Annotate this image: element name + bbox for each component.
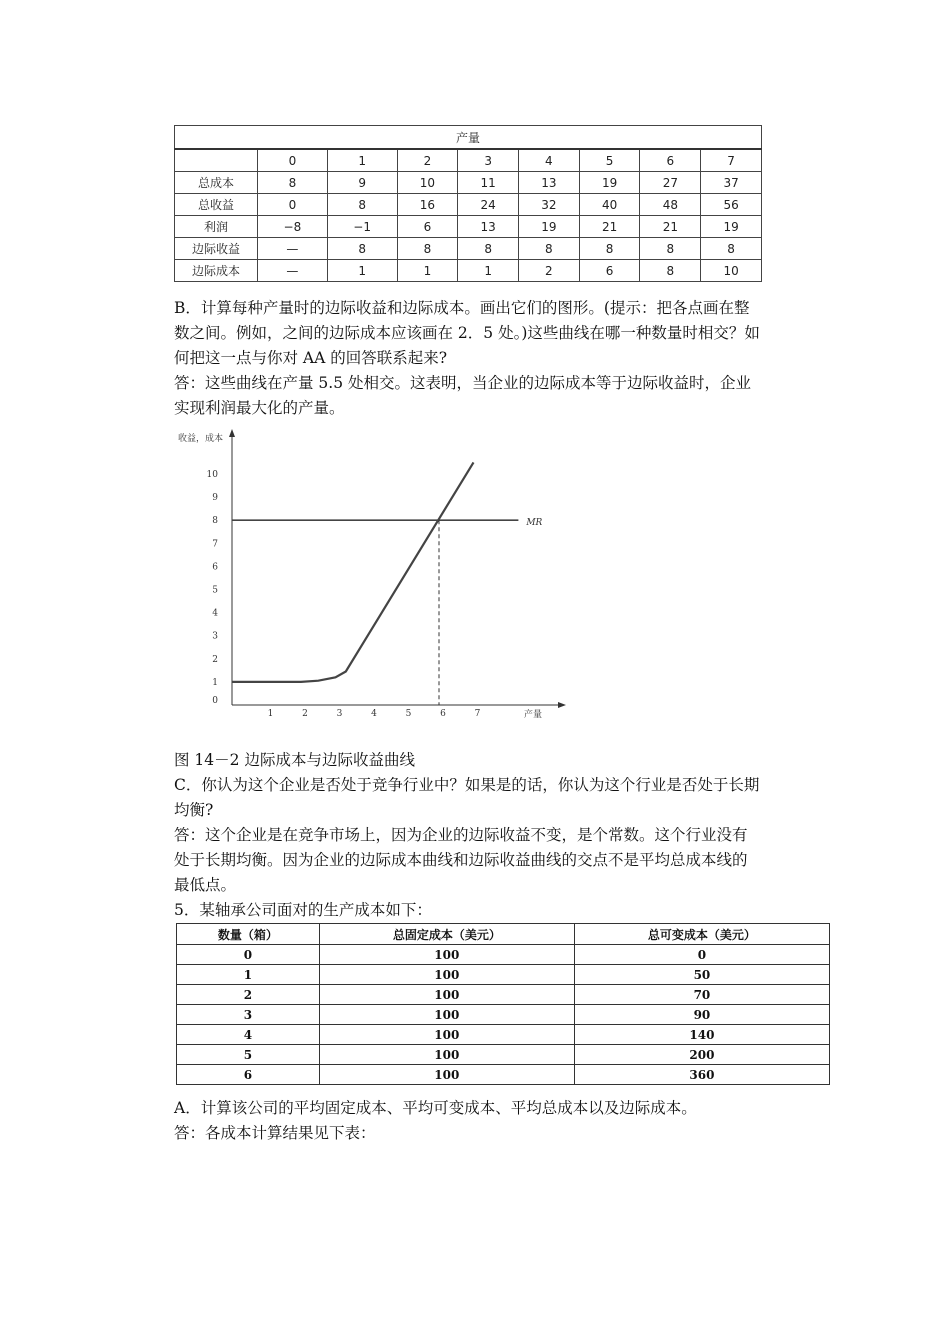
column-header: 6 [640, 149, 701, 172]
column-header: 总固定成本（美元） [319, 924, 574, 945]
table-cell: 19 [701, 216, 762, 238]
y-tick-label: 9 [212, 493, 218, 504]
table-cell: 6 [397, 216, 458, 238]
table-corner-cell [175, 149, 258, 172]
table-cell: 100 [319, 1005, 574, 1025]
question-c-block [174, 748, 814, 923]
y-tick-label: 6 [212, 562, 218, 573]
table-cell: 50 [574, 965, 829, 985]
y-tick-label: 2 [212, 654, 218, 665]
table-row [177, 1045, 830, 1065]
table-cell: 48 [640, 194, 701, 216]
table-group-header: 产量 [175, 126, 762, 150]
table-cell: 6 [579, 260, 640, 282]
table-row [177, 1065, 830, 1085]
table-cell: 100 [319, 985, 574, 1005]
table-cell: 90 [574, 1005, 829, 1025]
series-label-mr: MR [526, 518, 543, 529]
table-cell: 1 [458, 260, 519, 282]
question-b-block [174, 296, 814, 421]
y-tick-label: 10 [206, 470, 218, 480]
column-header: 0 [258, 149, 328, 172]
table-row [175, 238, 762, 260]
table-cell: 100 [319, 1045, 574, 1065]
table-row [175, 216, 762, 238]
row-label: 利润 [175, 216, 258, 238]
y-tick-label: 3 [212, 631, 218, 642]
answer-c-line: 处于长期均衡。因为企业的边际成本曲线和边际收益曲线的交点不是平均总成本线的 [174, 851, 748, 869]
y-tick-label: 4 [212, 608, 218, 619]
y-tick-label: 8 [212, 516, 218, 527]
mc-mr-chart [174, 425, 574, 725]
x-tick-label: 1 [267, 709, 274, 719]
y-tick-label: 0 [212, 696, 218, 706]
question-a-block [174, 1096, 814, 1146]
table-cell: 24 [458, 194, 519, 216]
cost-table [176, 923, 830, 1085]
table-cell: 21 [579, 216, 640, 238]
y-tick-label: 1 [212, 677, 218, 688]
table-row [177, 965, 830, 985]
column-header: 1 [327, 149, 397, 172]
column-header: 5 [579, 149, 640, 172]
table-row [177, 985, 830, 1005]
table-row [175, 172, 762, 194]
column-header: 总可变成本（美元） [574, 924, 829, 945]
table-cell: — [258, 260, 328, 282]
question-5: 5．某轴承公司面对的生产成本如下： [174, 901, 432, 919]
table-cell: 100 [319, 1025, 574, 1045]
row-label: 总收益 [175, 194, 258, 216]
table-cell: 0 [574, 945, 829, 965]
x-tick-label: 3 [336, 709, 343, 719]
table-row [177, 1005, 830, 1025]
answer-b-line: 实现利润最大化的产量。 [174, 399, 345, 417]
row-label: 边际成本 [175, 260, 258, 282]
table-cell: 1 [327, 260, 397, 282]
table-cell: 8 [701, 238, 762, 260]
table-cell: 37 [701, 172, 762, 194]
table-group-header-row [175, 126, 762, 150]
table-cell: 19 [519, 216, 580, 238]
x-tick-label: 5 [405, 709, 412, 719]
table-cell: 10 [701, 260, 762, 282]
table-cell: 1 [397, 260, 458, 282]
question-b-line: 数之间。例如，之间的边际成本应该画在 2．5 处。)这些曲线在哪一种数量时相交？如 [174, 324, 760, 342]
table-cell: 19 [579, 172, 640, 194]
table-cell: 4 [177, 1025, 320, 1045]
table-cell: 200 [574, 1045, 829, 1065]
table-cell: 8 [640, 260, 701, 282]
table-cell: 5 [177, 1045, 320, 1065]
table-cell: 40 [579, 194, 640, 216]
y-axis-arrow [229, 429, 235, 437]
figure-caption: 图 14－2 边际成本与边际收益曲线 [174, 751, 415, 769]
y-tick-label: 7 [212, 539, 218, 550]
table-cell: 8 [640, 238, 701, 260]
table-cell: 70 [574, 985, 829, 1005]
table-cell: 100 [319, 945, 574, 965]
table-cell: 16 [397, 194, 458, 216]
y-tick-label: 5 [212, 585, 218, 596]
x-tick-label: 6 [440, 709, 446, 719]
output-table [174, 125, 762, 282]
table-cell: 2 [177, 985, 320, 1005]
table-cell: 8 [327, 238, 397, 260]
x-axis-arrow [558, 702, 566, 708]
table-cell: 100 [319, 965, 574, 985]
column-header: 7 [701, 149, 762, 172]
table-row [175, 194, 762, 216]
row-label: 总成本 [175, 172, 258, 194]
y-axis-label: 收益，成本 [178, 434, 224, 444]
column-header: 3 [458, 149, 519, 172]
table-cell: −8 [258, 216, 328, 238]
table-row [177, 945, 830, 965]
table-cell: 0 [258, 194, 328, 216]
table-cell: 8 [579, 238, 640, 260]
x-axis-label: 产量 [524, 710, 543, 720]
series-line-mc [232, 462, 474, 682]
table-cell: 9 [327, 172, 397, 194]
table-cell: 8 [519, 238, 580, 260]
table-cell: 21 [640, 216, 701, 238]
table-cell: 11 [458, 172, 519, 194]
table-cell: 8 [258, 172, 328, 194]
table-cell: 360 [574, 1065, 829, 1085]
table-cell: −1 [327, 216, 397, 238]
table-cell: 27 [640, 172, 701, 194]
table-header-row [177, 924, 830, 945]
table-cell: 6 [177, 1065, 320, 1085]
answer-a-line: 答：各成本计算结果见下表： [174, 1124, 376, 1142]
answer-c-line: 答：这个企业是在竞争市场上，因为企业的边际收益不变，是个常数。这个行业没有 [174, 826, 748, 844]
table-cell: 3 [177, 1005, 320, 1025]
table-column-header-row [175, 149, 762, 172]
question-a-line: A．计算该公司的平均固定成本、平均可变成本、平均总成本以及边际成本。 [174, 1099, 697, 1117]
x-tick-label: 7 [474, 709, 481, 719]
table-cell: 0 [177, 945, 320, 965]
question-b-line: 何把这一点与你对 AA 的回答联系起来? [174, 349, 448, 367]
question-c-line: 均衡? [174, 801, 214, 819]
answer-b-line: 答：这些曲线在产量 5.5 处相交。这表明，当企业的边际成本等于边际收益时，企业 [174, 374, 752, 392]
table-cell: 13 [519, 172, 580, 194]
table-cell: 56 [701, 194, 762, 216]
table-cell: 140 [574, 1025, 829, 1045]
table-cell: — [258, 238, 328, 260]
table-cell: 32 [519, 194, 580, 216]
answer-c-line: 最低点。 [174, 876, 237, 894]
table-row [177, 1025, 830, 1045]
table-cell: 10 [397, 172, 458, 194]
column-header: 4 [519, 149, 580, 172]
table-cell: 100 [319, 1065, 574, 1085]
table-cell: 8 [327, 194, 397, 216]
question-b-line: B．计算每种产量时的边际收益和边际成本。画出它们的图形。(提示：把各点画在整 [174, 299, 750, 317]
table-cell: 13 [458, 216, 519, 238]
x-tick-label: 4 [371, 709, 377, 719]
table-row [175, 260, 762, 282]
table-cell: 2 [519, 260, 580, 282]
table-cell: 1 [177, 965, 320, 985]
column-header: 2 [397, 149, 458, 172]
question-c-line: C．你认为这个企业是否处于竞争行业中？如果是的话，你认为这个行业是否处于长期 [174, 776, 760, 794]
table-cell: 8 [458, 238, 519, 260]
row-label: 边际收益 [175, 238, 258, 260]
table-cell: 8 [397, 238, 458, 260]
x-tick-label: 2 [302, 709, 308, 719]
column-header: 数量（箱） [177, 924, 320, 945]
